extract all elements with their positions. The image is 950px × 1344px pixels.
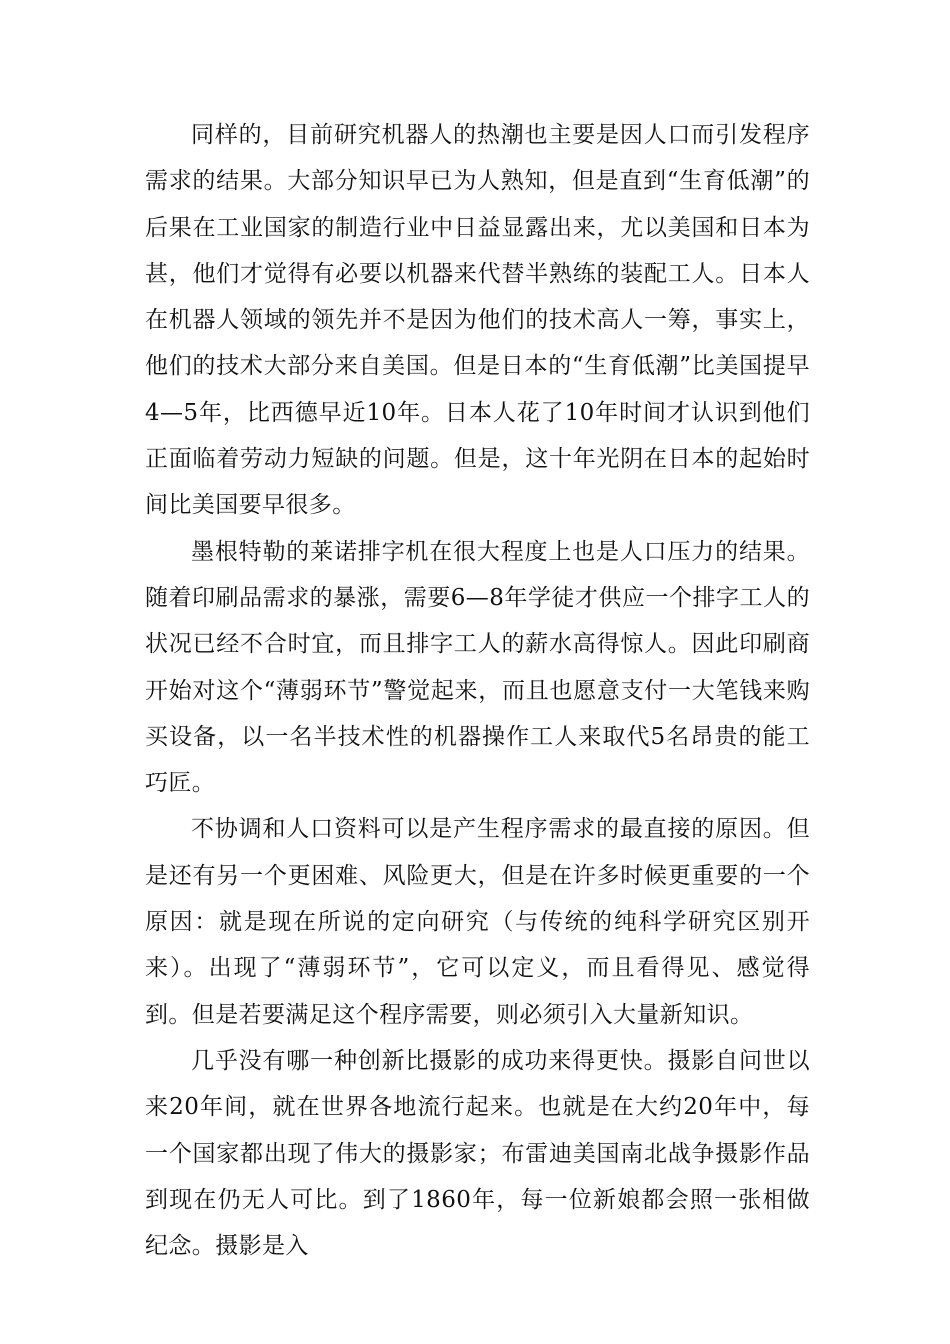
paragraph-photography: 几乎没有哪一种创新比摄影的成功来得更快。摄影自问世以来20年间，就在世界各地流行起来。也就是在大约20年中，每一个国家都出现了伟大的摄影家；布雷迪美国南北战争摄影作品到现在仍无人可比。到了1860年，每一位新娘都会照一张相做纪念。摄影是入 <box>145 1047 810 1260</box>
paragraph-directed-research: 不协调和人口资料可以是产生程序需求的最直接的原因。但是还有另一个更困难、风险更大，但是在许多时候更重要的一个原因：就是现在所说的定向研究（与传统的纯科学研究区别开来）。出现了“薄弱环节”，它可以定义，而且看得见、感觉得到。但是若要满足这个程序需要，则必须引入大量新知识。 <box>145 816 810 1028</box>
paragraph-robots-demographics: 同样的，目前研究机器人的热潮也主要是因人口而引发程序需求的结果。大部分知识早已为人熟知，但是直到“生育低潮”的后果在工业国家的制造行业中日益显露出来，尤以美国和日本为甚，他们才觉得有必要以机器来代替半熟练的装配工人。日本人在机器人领域的领先并不是因为他们的技术高人一筹，事实上，他们的技术大部分来自美国。但是日本的“生育低潮”比美国提早4—5年，比西德早近10年。日本人花了10年时间才认识到他们正面临着劳动力短缺的问题。但是，这十年光阴在日本的起始时间比美国要早很多。 <box>145 122 810 519</box>
document-body <box>145 112 810 1269</box>
paragraph-linotype: 墨根特勒的莱诺排字机在很大程度上也是人口压力的结果。随着印刷品需求的暴涨，需要6—8年学徒才供应一个排字工人的状况已经不合时宜，而且排字工人的薪水高得惊人。因此印刷商开始对这个“薄弱环节”警觉起来，而且也愿意支付一大笔钱来购买设备，以一名半技术性的机器操作工人来取代5名昂贵的能工巧匠。 <box>145 538 810 797</box>
